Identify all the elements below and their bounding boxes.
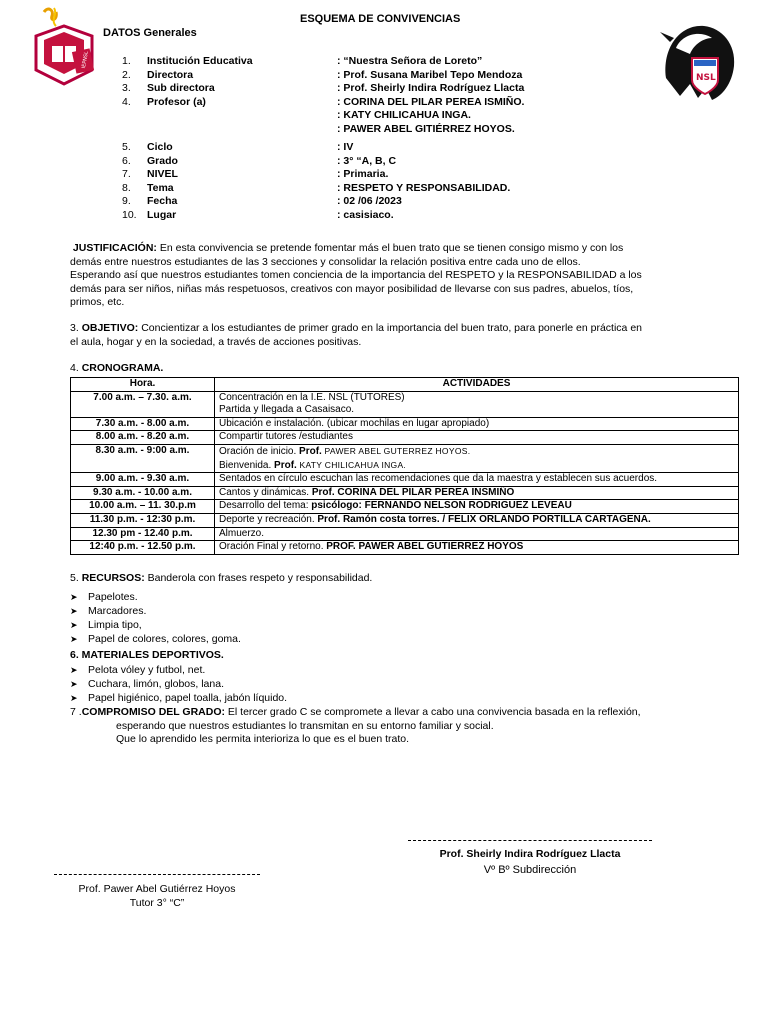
datos-num: 1. <box>122 55 131 67</box>
actividad-text: Cantos y dinámicas. <box>219 486 312 498</box>
cell-actividad <box>215 500 739 514</box>
datos-label: Directora <box>147 68 194 81</box>
cell-actividad <box>215 486 739 500</box>
cell-hora: 10.00 a.m. – 11. 30.p.m <box>71 500 215 514</box>
column-header-hora: Hora. <box>71 378 215 392</box>
datos-row <box>122 69 642 83</box>
datos-value: : casisiaco. <box>337 208 394 221</box>
datos-num <box>122 109 147 123</box>
recursos-list <box>70 590 241 646</box>
cell-hora: 7.30 a.m. - 8.00 a.m. <box>71 417 215 431</box>
cronograma-num: 4. <box>70 362 82 374</box>
datos-num: 5. <box>122 141 131 153</box>
datos-value: : Prof. Sheirly Indira Rodríguez Llacta <box>337 82 525 94</box>
actividad-text: Oración de inicio. <box>219 445 300 457</box>
datos-row <box>122 96 642 110</box>
recursos-num: 5. <box>70 572 82 584</box>
actividad-small: KATY CHILICAHUA INGA. <box>296 459 407 470</box>
datos-value: : IV <box>337 141 354 153</box>
compromiso-text: El tercer grado C se compromete a llevar a cabo una convivencia basada en la reflexión, <box>225 706 641 718</box>
datos-label: Profesor (a) <box>147 95 206 108</box>
table-row <box>71 486 739 500</box>
cell-actividad: Ubicación e instalación. (ubicar mochilas en lugar apropiado) <box>215 417 739 431</box>
list-item <box>70 590 241 604</box>
justificacion-text: En esta convivencia se pretende fomentar más el buen trato que se tienen consigo mismo y con los <box>156 242 624 254</box>
cell-actividad <box>215 391 739 417</box>
actividad-small: PAWER ABEL GUTERREZ HOYOS. <box>321 445 471 456</box>
justificacion-line: primos, etc. <box>70 296 125 308</box>
arrow-bullet-icon: ➤ <box>70 620 78 630</box>
cell-actividad <box>215 513 739 527</box>
datos-label: Ciclo <box>147 141 173 153</box>
datos-num: 3. <box>122 82 131 94</box>
datos-value: : Prof. Susana Maribel Tepo Mendoza <box>337 68 523 81</box>
cell-actividad: Compartir tutores /estudiantes <box>215 431 739 445</box>
datos-generales-list <box>122 55 642 222</box>
cronograma-table <box>70 377 739 555</box>
datos-num: 10. <box>122 208 137 221</box>
datos-value: : Primaria. <box>337 168 389 180</box>
list-item-text: Limpia tipo, <box>88 619 142 631</box>
section-datos-generales: DATOS Generales <box>103 27 197 39</box>
document-title: ESQUEMA DE CONVIVENCIAS <box>300 13 461 25</box>
datos-label <box>147 123 337 137</box>
arrow-bullet-icon: ➤ <box>70 679 78 689</box>
signature-right-name: Prof. Sheirly Indira Rodríguez Llacta <box>439 848 621 860</box>
datos-num: 4. <box>122 95 131 108</box>
list-item <box>70 632 241 646</box>
datos-label: Fecha <box>147 195 178 207</box>
datos-value: : PAWER ABEL GITIÉRREZ HOYOS. <box>337 122 515 135</box>
objetivo-paragraph <box>70 322 710 349</box>
datos-label: NIVEL <box>147 168 178 180</box>
actividad-bold: Prof. Ramón costa torres. / FELIX ORLANDO PORTILLA CARTAGENA. <box>317 513 651 525</box>
actividad-bold: Prof. <box>274 459 297 471</box>
objetivo-num: 3. <box>70 322 82 334</box>
compromiso-line: Que lo aprendido les permita interioriza lo que es el buen trato. <box>116 733 410 745</box>
cell-actividad <box>215 541 739 555</box>
list-item-text: Pelota vóley y futbol, net. <box>88 664 206 676</box>
arrow-bullet-icon: ➤ <box>70 665 78 675</box>
materiales-label: 6. MATERIALES DEPORTIVOS. <box>70 649 224 661</box>
list-item <box>70 663 287 677</box>
list-item <box>70 677 287 691</box>
compromiso-paragraph <box>70 706 710 747</box>
actividad-line: Concentración en la I.E. NSL (TUTORES) <box>219 391 405 403</box>
table-row <box>71 500 739 514</box>
objetivo-line: el aula, hogar y en la sociedad, a través de acciones positivas. <box>70 335 362 348</box>
arrow-bullet-icon: ➤ <box>70 592 78 602</box>
recursos-heading <box>70 572 710 586</box>
datos-label: Institución Educativa <box>147 55 253 67</box>
datos-label: Tema <box>147 181 174 194</box>
justificacion-label: JUSTIFICACIÓN: <box>72 242 157 254</box>
actividad-bold: Prof. <box>299 445 322 457</box>
datos-row <box>122 182 642 196</box>
school-logo-left <box>30 6 100 88</box>
cell-hora: 12.30 pm - 12.40 p.m. <box>71 527 215 541</box>
datos-row <box>122 155 642 169</box>
datos-row <box>122 195 642 209</box>
cell-actividad <box>215 444 739 472</box>
datos-num: 9. <box>122 195 131 207</box>
actividad-text: Oración Final y retorno. <box>219 541 327 553</box>
objetivo-line <box>70 322 710 336</box>
cell-hora: 9.00 a.m. - 9.30 a.m. <box>71 473 215 487</box>
column-header-actividades: ACTIVIDADES <box>215 378 739 392</box>
datos-value: : RESPETO Y RESPONSABILIDAD. <box>337 181 511 194</box>
svg-text:IEPNSL: IEPNSL <box>80 50 90 69</box>
datos-label: Grado <box>147 154 178 167</box>
datos-row <box>122 82 642 96</box>
datos-row <box>122 123 642 137</box>
actividad-bold: psicólogo: FERNANDO NELSON RODRIGUEZ LEVEAU <box>311 500 572 512</box>
cell-hora: 7.00 a.m. – 7.30. a.m. <box>71 391 215 417</box>
compromiso-num: 7 . <box>70 706 82 718</box>
datos-value: : “Nuestra Señora de Loreto” <box>337 55 483 67</box>
list-item-text: Marcadores. <box>88 605 147 617</box>
table-row <box>71 513 739 527</box>
datos-row <box>122 168 642 182</box>
datos-num: 7. <box>122 168 131 180</box>
justificacion-line: demás entre nuestros estudiantes de las 3 secciones y consolidar la relación positiva entre cada uno de ellos. <box>70 255 581 268</box>
table-row <box>71 541 739 555</box>
objetivo-label: OBJETIVO: <box>81 322 139 334</box>
cell-hora: 12:40 p.m. - 12.50 p.m. <box>71 541 215 555</box>
signature-left-role: Tutor 3° “C” <box>129 897 185 909</box>
datos-label: Sub directora <box>147 82 215 94</box>
cell-hora: 11.30 p.m. - 12:30 p.m. <box>71 513 215 527</box>
objetivo-text: Concientizar a los estudiantes de primer grado en la importancia del buen trato, para ponerle en práctica en <box>138 322 642 334</box>
school-logo-right <box>656 18 742 104</box>
justificacion-line <box>70 242 710 256</box>
actividad-text: Bienvenida. <box>219 459 275 471</box>
table-row <box>71 527 739 541</box>
signature-left-name: Prof. Pawer Abel Gutiérrez Hoyos <box>78 883 236 895</box>
compromiso-line <box>70 706 710 720</box>
list-item-text: Papelotes. <box>88 591 138 603</box>
cell-hora: 9.30 a.m. - 10.00 a.m. <box>71 486 215 500</box>
cell-actividad: Sentados en círculo escuchan las recomendaciones que da la maestra y establecen sus acuerdos. <box>215 473 739 487</box>
datos-num <box>122 123 147 137</box>
cell-actividad: Almuerzo. <box>215 527 739 541</box>
actividad-text: Desarrollo del tema: <box>219 500 312 512</box>
table-row <box>71 444 739 472</box>
justificacion-paragraph <box>70 242 710 310</box>
datos-label <box>147 109 337 123</box>
signature-right-role: Vº Bº Subdirección <box>483 864 577 876</box>
materiales-list <box>70 663 287 705</box>
datos-num: 8. <box>122 181 131 194</box>
datos-row <box>122 209 642 223</box>
datos-value: : 02 /06 /2023 <box>337 195 402 207</box>
actividad-line <box>219 445 734 459</box>
list-item-text: Papel de colores, colores, goma. <box>88 633 241 645</box>
datos-value: : KATY CHILICAHUA INGA. <box>337 109 471 121</box>
table-header-row <box>71 378 739 392</box>
compromiso-line: esperando que nuestros estudiantes lo transmitan en su entorno familiar y social. <box>116 719 494 732</box>
list-item <box>70 691 287 705</box>
datos-row <box>122 55 642 69</box>
cronograma-heading <box>70 362 710 376</box>
datos-value: : 3° “A, B, C <box>337 154 397 167</box>
svg-text:NSL: NSL <box>696 73 716 83</box>
recursos-label: RECURSOS: <box>81 572 145 584</box>
signature-line-left <box>54 874 260 875</box>
datos-row <box>122 109 642 123</box>
datos-value: : CORINA DEL PILAR PEREA ISMIÑO. <box>337 95 525 108</box>
table-row <box>71 431 739 445</box>
actividad-line <box>219 459 734 473</box>
arrow-bullet-icon: ➤ <box>70 634 78 644</box>
cell-hora: 8.00 a.m. - 8.20 a.m. <box>71 431 215 445</box>
compromiso-label: COMPROMISO DEL GRADO: <box>81 706 225 718</box>
table-row <box>71 391 739 417</box>
actividad-bold: PROF. PAWER ABEL GUTIERREZ HOYOS <box>326 541 524 553</box>
list-item <box>70 604 241 618</box>
actividad-line: Partida y llegada a Casaisaco. <box>219 404 355 416</box>
justificacion-line: demás para ser niños, niñas más respetuosos, creativos con mayor posibilidad de llevarse con sus padres, abuelos, tíos, <box>70 282 634 295</box>
datos-label: Lugar <box>147 208 177 221</box>
table-row <box>71 473 739 487</box>
cronograma-label: CRONOGRAMA. <box>81 362 164 374</box>
arrow-bullet-icon: ➤ <box>70 693 78 703</box>
list-item-text: Papel higiénico, papel toalla, jabón líquido. <box>88 692 288 704</box>
actividad-bold: Prof. CORINA DEL PILAR PEREA INSMIÑO <box>311 486 515 498</box>
recursos-text: Banderola con frases respeto y responsabilidad. <box>144 572 373 584</box>
list-item <box>70 618 241 632</box>
datos-num: 6. <box>122 154 131 167</box>
cell-hora: 8.30 a.m. - 9:00 a.m. <box>71 444 215 472</box>
actividad-text: Deporte y recreación. <box>219 513 318 525</box>
datos-row <box>122 141 642 155</box>
arrow-bullet-icon: ➤ <box>70 606 78 616</box>
datos-num: 2. <box>122 68 131 81</box>
justificacion-line: Esperando así que nuestros estudiantes tomen conciencia de la importancia del RESPETO y la RESPONSABILIDAD a los <box>70 269 642 281</box>
materiales-heading <box>70 649 710 663</box>
signature-line-right <box>408 840 652 841</box>
table-row <box>71 417 739 431</box>
list-item-text: Cuchara, limón, globos, lana. <box>88 678 224 690</box>
